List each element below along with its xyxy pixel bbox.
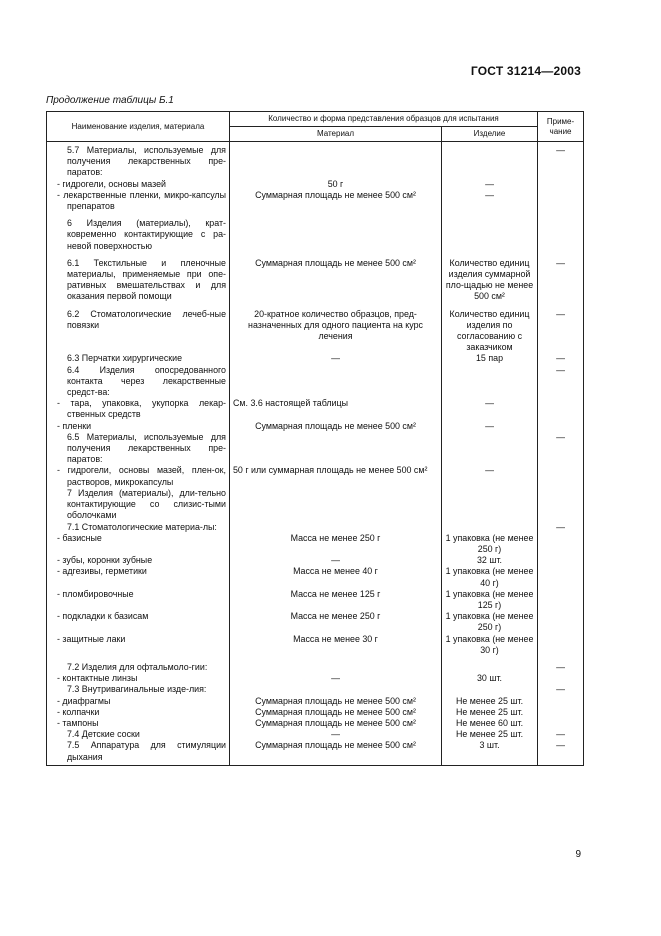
cell-material: Суммарная площадь не менее 500 см² bbox=[230, 696, 442, 707]
cell-name: 6.1 Текстильные и пленочные материалы, применяемые при опе-ративных вмешательствах и для оказания первой помощи bbox=[47, 258, 230, 303]
cell-note bbox=[538, 555, 584, 566]
cell-product: — bbox=[442, 190, 538, 212]
cell-name: - тара, упаковка, укупорка лекар-ственных средств bbox=[47, 398, 230, 420]
cell-material: Суммарная площадь не менее 500 см² bbox=[230, 718, 442, 729]
cell-product: — bbox=[442, 398, 538, 420]
table-row bbox=[47, 684, 584, 695]
cell-product: 1 упаковка (не менее 30 г) bbox=[442, 634, 538, 656]
cell-note bbox=[538, 696, 584, 707]
cell-material: Суммарная площадь не менее 500 см² bbox=[230, 258, 442, 303]
cell-material: 50 г или суммарная площадь не менее 500 см² bbox=[230, 465, 442, 487]
cell-name: - гидрогели, основы мазей bbox=[47, 179, 230, 190]
cell-name: - лекарственные пленки, микро-капсулы препаратов bbox=[47, 190, 230, 212]
cell-product bbox=[442, 522, 538, 533]
page-number: 9 bbox=[575, 849, 581, 860]
cell-material: Масса не менее 250 г bbox=[230, 611, 442, 633]
cell-product: 1 упаковка (не менее 250 г) bbox=[442, 533, 538, 555]
cell-product: Количество единиц изделия по согласованию с заказчиком bbox=[442, 309, 538, 354]
cell-product: 32 шт. bbox=[442, 555, 538, 566]
cell-product bbox=[442, 218, 538, 252]
cell-material: Масса не менее 40 г bbox=[230, 566, 442, 588]
cell-name: 6.5 Материалы, используемые для получения лекарственных пре-паратов: bbox=[47, 432, 230, 466]
table-row bbox=[47, 258, 584, 303]
cell-material: — bbox=[230, 555, 442, 566]
cell-material bbox=[230, 218, 442, 252]
cell-material: См. 3.6 настоящей таблицы bbox=[230, 398, 442, 420]
table-row bbox=[47, 142, 584, 179]
table-row bbox=[47, 309, 584, 354]
cell-name: 7.3 Внутривагинальные изде-лия: bbox=[47, 684, 230, 695]
cell-name: - гидрогели, основы мазей, плен-ок, растворов, микрокапсулы bbox=[47, 465, 230, 487]
cell-note bbox=[538, 707, 584, 718]
cell-material: — bbox=[230, 353, 442, 364]
cell-product bbox=[442, 432, 538, 466]
cell-name: - адгезивы, герметики bbox=[47, 566, 230, 588]
table-row bbox=[47, 398, 584, 420]
cell-name: 6.3 Перчатки хирургические bbox=[47, 353, 230, 364]
cell-name: - пленки bbox=[47, 421, 230, 432]
cell-note bbox=[538, 190, 584, 212]
cell-material: Масса не менее 125 г bbox=[230, 589, 442, 611]
cell-name: 7 Изделия (материалы), дли-тельно контактирующие со слизис-тыми оболочками bbox=[47, 488, 230, 522]
cell-note: — bbox=[538, 740, 584, 765]
cell-note bbox=[538, 673, 584, 684]
table-caption: Продолжение таблицы Б.1 bbox=[46, 95, 174, 106]
cell-material bbox=[230, 365, 442, 399]
cell-material bbox=[230, 684, 442, 695]
cell-product: — bbox=[442, 465, 538, 487]
cell-product: — bbox=[442, 421, 538, 432]
table-row bbox=[47, 353, 584, 364]
cell-material bbox=[230, 662, 442, 673]
table-row bbox=[47, 673, 584, 684]
cell-name: 5.7 Материалы, используемые для получения лекарственных пре-паратов: bbox=[47, 142, 230, 179]
table-row bbox=[47, 729, 584, 740]
table-row bbox=[47, 533, 584, 555]
samples-table bbox=[46, 111, 584, 766]
table-row bbox=[47, 555, 584, 566]
cell-note bbox=[538, 465, 584, 487]
cell-name: 7.1 Стоматологические материа-лы: bbox=[47, 522, 230, 533]
table-row bbox=[47, 740, 584, 765]
cell-note bbox=[538, 718, 584, 729]
cell-material: Масса не менее 250 г bbox=[230, 533, 442, 555]
cell-note bbox=[538, 611, 584, 633]
cell-note bbox=[538, 398, 584, 420]
table-row bbox=[47, 718, 584, 729]
cell-product bbox=[442, 365, 538, 399]
table-row bbox=[47, 611, 584, 633]
cell-product: 1 упаковка (не менее 125 г) bbox=[442, 589, 538, 611]
cell-material: — bbox=[230, 673, 442, 684]
cell-product: 30 шт. bbox=[442, 673, 538, 684]
cell-name: - пломбировочные bbox=[47, 589, 230, 611]
cell-material: Суммарная площадь не менее 500 см² bbox=[230, 707, 442, 718]
cell-name: 7.5 Аппаратура для стимуляции дыхания bbox=[47, 740, 230, 765]
cell-name: - тампоны bbox=[47, 718, 230, 729]
column-header-group: Количество и форма представления образцов для испытания bbox=[230, 112, 538, 127]
cell-note bbox=[538, 421, 584, 432]
cell-product: Не менее 25 шт. bbox=[442, 707, 538, 718]
cell-material bbox=[230, 432, 442, 466]
cell-product: 3 шт. bbox=[442, 740, 538, 765]
cell-note: — bbox=[538, 309, 584, 354]
column-header-name: Наименование изделия, материала bbox=[47, 112, 230, 142]
column-header-material: Материал bbox=[230, 127, 442, 142]
cell-note bbox=[538, 179, 584, 190]
cell-name: - диафрагмы bbox=[47, 696, 230, 707]
cell-note: — bbox=[538, 365, 584, 399]
cell-note: — bbox=[538, 522, 584, 533]
cell-material: 20-кратное количество образцов, пред-назначенных для одного пациента на курс лечения bbox=[230, 309, 442, 354]
cell-note: — bbox=[538, 662, 584, 673]
table-row bbox=[47, 421, 584, 432]
cell-product bbox=[442, 684, 538, 695]
cell-name: 7.2 Изделия для офтальмоло-гии: bbox=[47, 662, 230, 673]
table-body bbox=[47, 142, 584, 766]
column-header-product: Изделие bbox=[442, 127, 538, 142]
table-row bbox=[47, 465, 584, 487]
table-row bbox=[47, 522, 584, 533]
table-row bbox=[47, 488, 584, 522]
cell-product bbox=[442, 662, 538, 673]
cell-product: Не менее 25 шт. bbox=[442, 729, 538, 740]
cell-note bbox=[538, 533, 584, 555]
table-row bbox=[47, 190, 584, 212]
cell-material bbox=[230, 522, 442, 533]
cell-material: Суммарная площадь не менее 500 см² bbox=[230, 740, 442, 765]
table-row bbox=[47, 696, 584, 707]
table-row bbox=[47, 634, 584, 656]
cell-product: 1 упаковка (не менее 250 г) bbox=[442, 611, 538, 633]
cell-note: — bbox=[538, 729, 584, 740]
cell-material: Суммарная площадь не менее 500 см² bbox=[230, 421, 442, 432]
cell-material bbox=[230, 488, 442, 522]
cell-note bbox=[538, 566, 584, 588]
table-row bbox=[47, 707, 584, 718]
document-standard-header: ГОСТ 31214—2003 bbox=[470, 64, 581, 78]
cell-name: - защитные лаки bbox=[47, 634, 230, 656]
cell-name: - базисные bbox=[47, 533, 230, 555]
cell-name: 6.2 Стоматологические лечеб-ные повязки bbox=[47, 309, 230, 354]
cell-note bbox=[538, 218, 584, 252]
cell-note: — bbox=[538, 258, 584, 303]
cell-product: — bbox=[442, 179, 538, 190]
cell-material: Масса не менее 30 г bbox=[230, 634, 442, 656]
cell-note bbox=[538, 488, 584, 522]
cell-name: 6.4 Изделия опосредованного контакта через лекарственные средст-ва: bbox=[47, 365, 230, 399]
cell-name: 7.4 Детские соски bbox=[47, 729, 230, 740]
cell-note: — bbox=[538, 684, 584, 695]
column-header-note: Приме-чание bbox=[538, 112, 584, 142]
cell-product: Не менее 60 шт. bbox=[442, 718, 538, 729]
table-row bbox=[47, 589, 584, 611]
cell-product bbox=[442, 142, 538, 179]
cell-product: Не менее 25 шт. bbox=[442, 696, 538, 707]
cell-material: — bbox=[230, 729, 442, 740]
table-row bbox=[47, 432, 584, 466]
cell-name: 6 Изделия (материалы), крат-ковременно контактирующие с ра-невой поверхностью bbox=[47, 218, 230, 252]
cell-material: Суммарная площадь не менее 500 см² bbox=[230, 190, 442, 212]
table-row bbox=[47, 365, 584, 399]
cell-note: — bbox=[538, 432, 584, 466]
cell-name: - подкладки к базисам bbox=[47, 611, 230, 633]
cell-material: 50 г bbox=[230, 179, 442, 190]
table-row bbox=[47, 566, 584, 588]
cell-product: 15 пар bbox=[442, 353, 538, 364]
cell-note bbox=[538, 634, 584, 656]
cell-product: 1 упаковка (не менее 40 г) bbox=[442, 566, 538, 588]
cell-note bbox=[538, 589, 584, 611]
table-row bbox=[47, 179, 584, 190]
cell-name: - колпачки bbox=[47, 707, 230, 718]
cell-product bbox=[442, 488, 538, 522]
table-row bbox=[47, 218, 584, 252]
cell-name: - контактные линзы bbox=[47, 673, 230, 684]
cell-name: - зубы, коронки зубные bbox=[47, 555, 230, 566]
cell-material bbox=[230, 142, 442, 179]
cell-note: — bbox=[538, 353, 584, 364]
cell-product: Количество единиц изделия суммарной пло-щадью не менее 500 см² bbox=[442, 258, 538, 303]
table-row bbox=[47, 662, 584, 673]
cell-note: — bbox=[538, 142, 584, 179]
